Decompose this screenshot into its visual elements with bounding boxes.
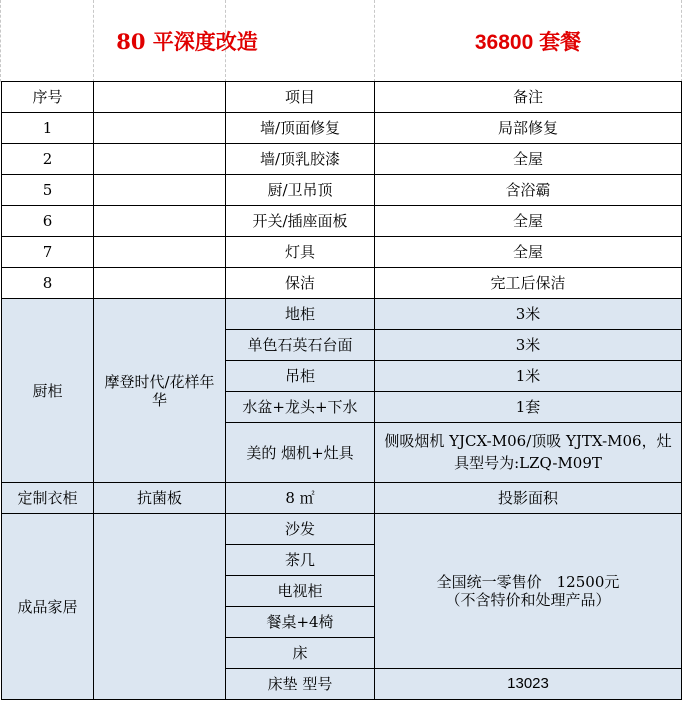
- furniture-blank: [94, 514, 226, 700]
- row-note: 1米: [375, 361, 682, 392]
- row-note: 全屋: [375, 144, 682, 175]
- row-blank: [94, 175, 226, 206]
- row-item: 电视柜: [226, 576, 375, 607]
- table-row: [2, 237, 682, 268]
- row-no: 2: [2, 144, 94, 175]
- furniture-price-line: 全国统一零售价 12500元: [436, 573, 620, 591]
- row-item: 单色石英石台面: [226, 330, 375, 361]
- row-note: 3米: [375, 299, 682, 330]
- header-cell-note: 备注: [375, 82, 682, 113]
- table-row: [2, 144, 682, 175]
- row-note: 完工后保洁: [375, 268, 682, 299]
- table-row: [2, 268, 682, 299]
- row-no: 7: [2, 237, 94, 268]
- mattress-model: 13023: [375, 669, 682, 700]
- table-row: [2, 514, 682, 545]
- row-blank: [94, 113, 226, 144]
- header-cell-blank: [94, 82, 226, 113]
- table-row: [2, 299, 682, 330]
- furniture-category: 成品家居: [2, 514, 94, 700]
- row-item: 餐桌+4椅: [226, 607, 375, 638]
- header-cell-item: 项目: [226, 82, 375, 113]
- row-item: 水盆+龙头+下水: [226, 392, 375, 423]
- row-item: 墙/顶面修复: [226, 113, 375, 144]
- row-item: 吊柜: [226, 361, 375, 392]
- row-note: 全屋: [375, 237, 682, 268]
- kitchen-category: 厨柜: [2, 299, 94, 483]
- table-header-row: [2, 82, 682, 113]
- row-item: 墙/顶乳胶漆: [226, 144, 375, 175]
- row-note: 1套: [375, 392, 682, 423]
- row-no: 6: [2, 206, 94, 237]
- package-area-title: 80 平深度改造: [116, 29, 258, 54]
- row-blank: [94, 237, 226, 268]
- row-note: 局部修复: [375, 113, 682, 144]
- wardrobe-area: 8 ㎡: [226, 483, 375, 514]
- package-header: [0, 0, 682, 82]
- row-item: 地柜: [226, 299, 375, 330]
- wardrobe-category: 定制衣柜: [2, 483, 94, 514]
- table-row: [2, 113, 682, 144]
- kitchen-brand: 摩登时代/花样年华: [94, 299, 226, 483]
- row-no: 1: [2, 113, 94, 144]
- row-note: 含浴霸: [375, 175, 682, 206]
- row-item: 保洁: [226, 268, 375, 299]
- table-row: [2, 175, 682, 206]
- table-row: [2, 483, 682, 514]
- row-item: 茶几: [226, 545, 375, 576]
- row-item: 沙发: [226, 514, 375, 545]
- row-item: 开关/插座面板: [226, 206, 375, 237]
- package-table: [1, 81, 682, 700]
- row-item: 灯具: [226, 237, 375, 268]
- row-note: 侧吸烟机 YJCX-M06/顶吸 YJTX-M06，灶具型号为:LZQ-M09T: [375, 423, 682, 483]
- wardrobe-note: 投影面积: [375, 483, 682, 514]
- row-note: 3米: [375, 330, 682, 361]
- row-no: 5: [2, 175, 94, 206]
- furniture-price-note: [375, 514, 682, 669]
- mattress-label: 床垫 型号: [226, 669, 375, 700]
- furniture-price-exclusion: （不含特价和处理产品）: [445, 591, 611, 609]
- header-cell-no: 序号: [2, 82, 94, 113]
- row-item: 厨/卫吊顶: [226, 175, 375, 206]
- table-row: [2, 206, 682, 237]
- row-item: 床: [226, 638, 375, 669]
- row-blank: [94, 144, 226, 175]
- wardrobe-material: 抗菌板: [94, 483, 226, 514]
- row-note: 全屋: [375, 206, 682, 237]
- row-blank: [94, 268, 226, 299]
- row-item: 美的 烟机+灶具: [226, 423, 375, 483]
- row-blank: [94, 206, 226, 237]
- package-price-title: 36800 套餐: [474, 31, 582, 54]
- row-no: 8: [2, 268, 94, 299]
